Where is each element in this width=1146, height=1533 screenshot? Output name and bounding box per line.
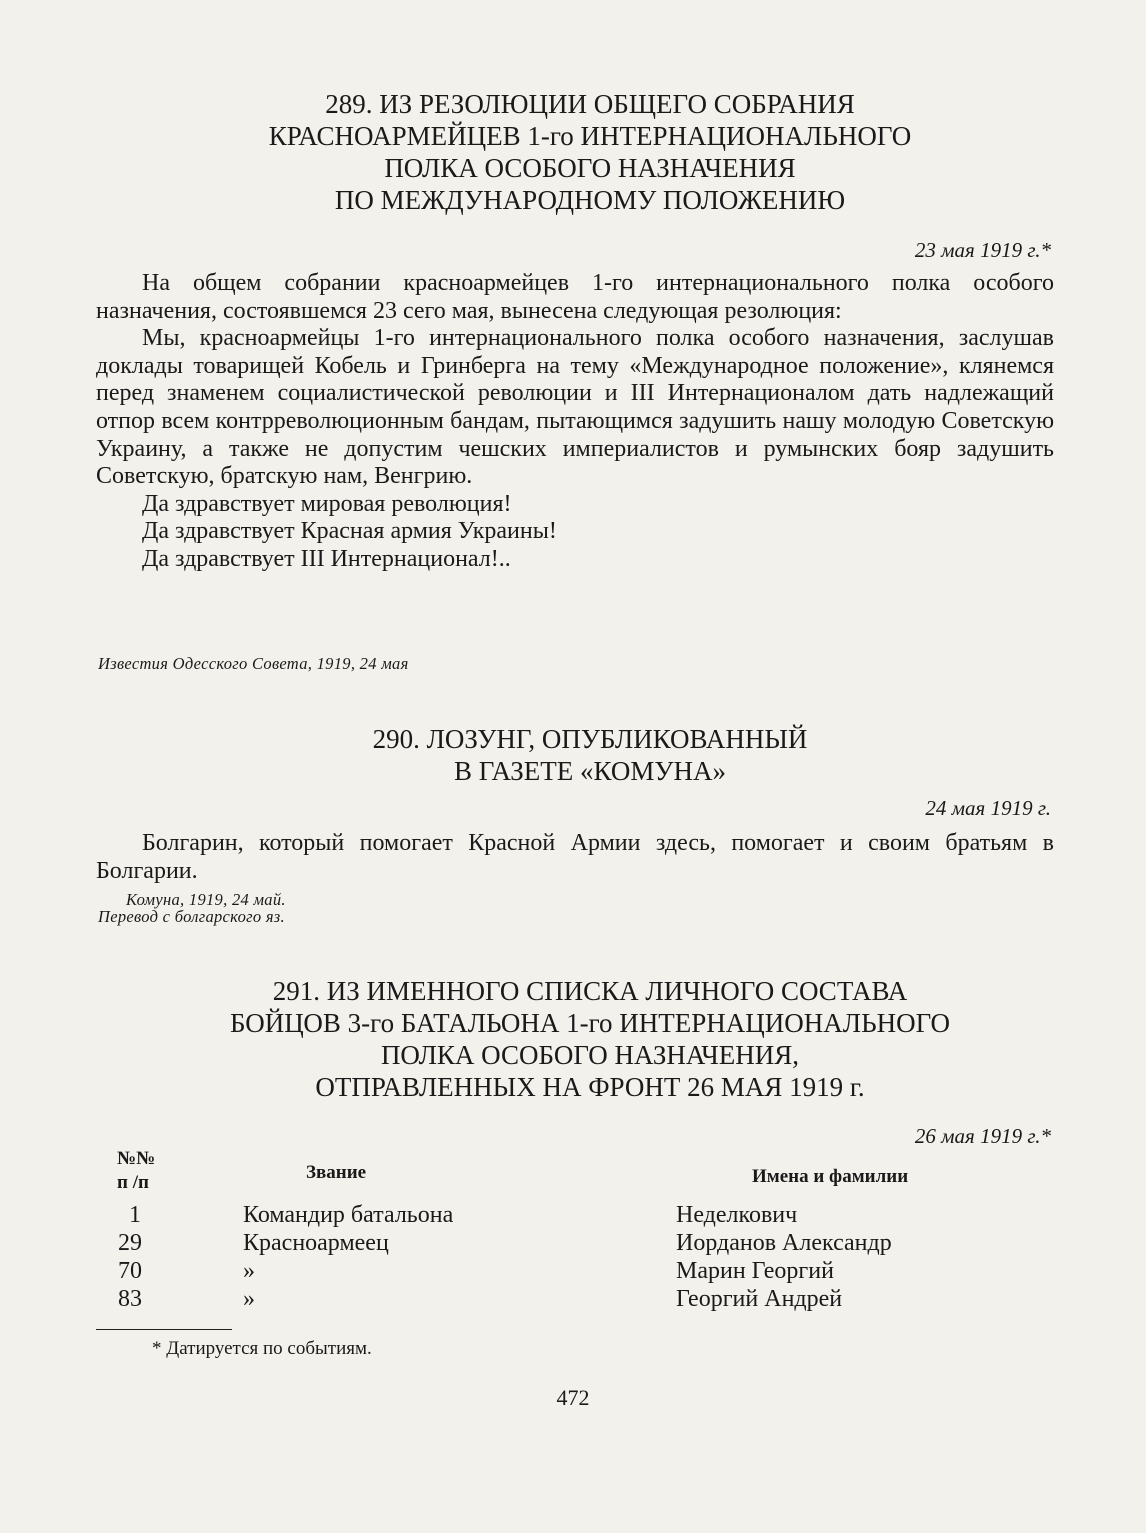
page-number: 472 (556, 1385, 590, 1410)
table-cell-number: 29 (118, 1230, 142, 1256)
table-cell-rank: » (243, 1286, 255, 1312)
doc290-date: 24 мая 1919 г. (925, 796, 1051, 820)
column-header-name: Имена и фамилии (752, 1166, 909, 1187)
table-cell-name: Неделкович (676, 1202, 798, 1228)
doc289-body (96, 270, 1054, 574)
doc289-heading-line: 289. ИЗ РЕЗОЛЮЦИИ ОБЩЕГО СОБРАНИЯ (325, 89, 855, 119)
doc291-heading-line: БОЙЦОВ 3-го БАТАЛЬОНА 1-го ИНТЕРНАЦИОНАЛЬНОГО (229, 1008, 951, 1038)
column-header-number-sub: п /п (117, 1172, 149, 1193)
table-cell-rank: Красноармеец (243, 1230, 389, 1256)
doc289-heading-line: ПОЛКА ОСОБОГО НАЗНАЧЕНИЯ (384, 153, 796, 183)
table-cell-rank: Командир батальона (243, 1202, 454, 1228)
footnote: * Датируется по событиям. (152, 1338, 372, 1359)
paragraph: Болгарин, который помогает Красной Армии здесь, помогает и своим братьям в Болгарии. (96, 830, 1054, 884)
footnote-divider (96, 1329, 232, 1330)
paragraph: На общем собрании красноармейцев 1-го интернационального полка особого назначения, состоявшемся 23 сего мая, вынесена следующая резолюция: (96, 270, 1054, 324)
doc289-heading (140, 88, 1040, 216)
table-cell-name: Георгий Андрей (676, 1286, 843, 1312)
doc291-date: 26 мая 1919 г.* (914, 1124, 1051, 1148)
doc289-heading-line: ПО МЕЖДУНАРОДНОМУ ПОЛОЖЕНИЮ (334, 185, 846, 215)
column-header-rank: Звание (306, 1162, 367, 1183)
doc290-heading-line: 290. ЛОЗУНГ, ОПУБЛИКОВАННЫЙ (372, 724, 808, 754)
doc291-heading-line: 291. ИЗ ИМЕННОГО СПИСКА ЛИЧНОГО СОСТАВА (272, 976, 908, 1006)
paragraph: Да здравствует мировая революция! (142, 490, 512, 517)
paragraph: Да здравствует Красная армия Украины! (142, 518, 557, 545)
doc290-source (98, 891, 286, 925)
doc290-heading (140, 723, 1040, 787)
doc291-heading-line: ОТПРАВЛЕННЫХ НА ФРОНТ 26 МАЯ 1919 г. (315, 1072, 865, 1102)
doc291-heading (140, 975, 1040, 1103)
paragraph: Да здравствует III Интернационал!.. (142, 545, 511, 572)
doc290-heading-line: В ГАЗЕТЕ «КОМУНА» (454, 756, 726, 786)
table-cell-name: Марин Георгий (676, 1258, 834, 1284)
table-cell-rank: » (243, 1258, 255, 1284)
doc290-source-line: Комуна, 1919, 24 май. (126, 890, 286, 909)
table-cell-number: 70 (118, 1258, 142, 1284)
doc290-source-line: Перевод с болгарского яз. (98, 907, 285, 926)
doc291-heading-line: ПОЛКА ОСОБОГО НАЗНАЧЕНИЯ, (380, 1040, 800, 1070)
doc289-date: 23 мая 1919 г.* (914, 238, 1051, 262)
doc290-body (96, 830, 1054, 885)
table-cell-number: 1 (129, 1202, 141, 1228)
paragraph: Мы, красноармейцы 1-го интернационального полка особого назначения, заслушав доклады товарищей Кобель и Гринберга на тему «Международное положение», клянемся перед знаменем социалистической революции и III Интернационалом дать надлежащий отпор всем контрреволюционным бандам, пытающимся задушить нашу молодую Советскую Украину, а также не допустим чешских империалистов и румынских бояр задушить Советскую, братскую нам, Венгрию. (96, 325, 1054, 490)
table-cell-name: Иорданов Александр (676, 1230, 892, 1256)
table-cell-number: 83 (118, 1286, 142, 1312)
doc289-heading-line: КРАСНОАРМЕЙЦЕВ 1-го ИНТЕРНАЦИОНАЛЬНОГО (268, 121, 912, 151)
doc289-source: Известия Одесского Совета, 1919, 24 мая (98, 654, 409, 673)
column-header-number: №№ (117, 1148, 156, 1169)
